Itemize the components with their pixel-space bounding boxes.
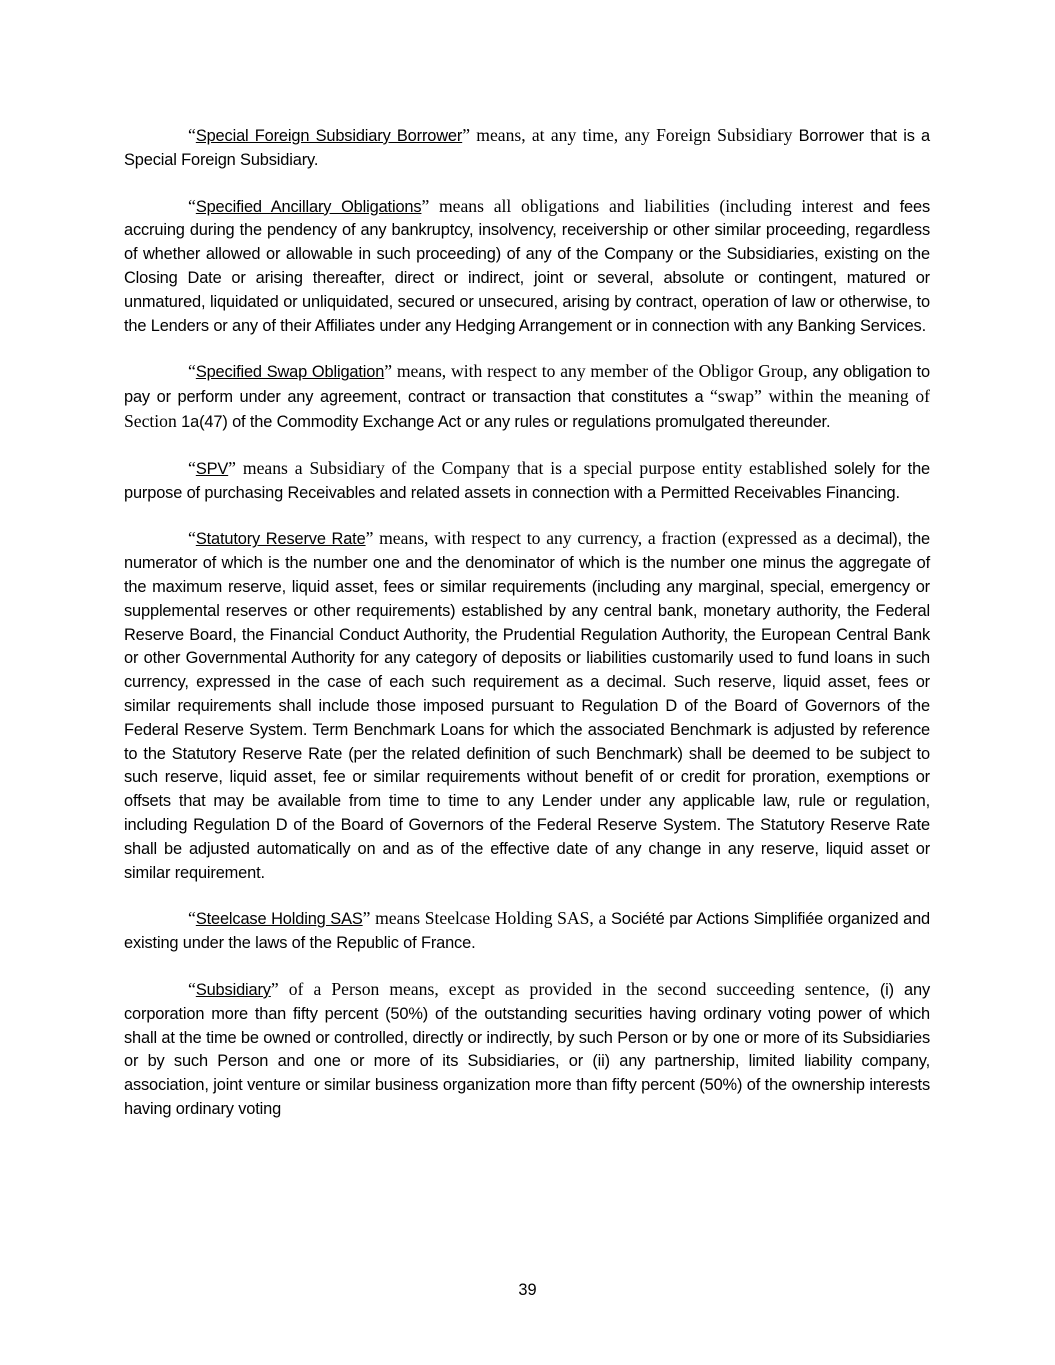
close-quote: ” (384, 361, 393, 382)
definition-body: and fees accruing during the pendency of any bankruptcy, insolvency, receivership or other similar proceeding, regardless of whether allowed or allowable in such proceeding) of any of the Company or the Subsidiaries, existing on the Closing Date or arising thereafter, direct or indirect, joint or several, absolute or contingent, matured or unmatured, liquidated or unliquidated, secured or unsecured, arising by contract, operation of law or otherwise, to the Lenders or any of their Affiliates under any Hedging Arrangement or in connection with any Banking Services. (124, 197, 930, 335)
close-quote: ” (270, 978, 279, 999)
definition-body-tail: 1a(47) of the Commodity Exchange Act or any rules or regulations promulgated thereunder. (176, 412, 831, 431)
defined-term: Steelcase Holding SAS (195, 910, 363, 929)
definition-body: decimal), the numerator of which is the number one and the denominator of which is the number one minus the aggregate of the maximum reserve, liquid asset, fees or similar requirements (including any marginal, special, emergency or supplemental reserves or other requirements) established by any central bank, monetary authority, the Federal Reserve Board, the Financial Conduct Authority, the Prudential Regulation Authority, the European Central Bank or other Governmental Authority for any category of deposits or liabilities customarily used to fund loans in such currency, expressed in the case of each such requirement as a decimal. Such reserve, liquid asset, fees or similar requirements shall include those imposed pursuant to Regulation D of the Board of Governors of the Federal Reserve System. Term Benchmark Loans for which the associated Benchmark is adjusted by reference to the Statutory Reserve Rate (per the related definition of such Benchmark) shall be deemed to be subject to such reserve, liquid asset, fee or similar requirements without benefit of or credit for proration, exemptions or offsets that may be available from time to time to any Lender under any applicable law, rule or regulation, including Regulation D of the Board of Governors of the Federal Reserve System. The Statutory Reserve Rate shall be adjusted automatically on and as of the effective date of any change in any reserve, liquid asset or similar requirement. (124, 530, 930, 882)
definition-body-serif: “swap” within the meaning of Section (124, 386, 930, 431)
open-quote: “ (188, 195, 196, 216)
definition-steelcase-holding-sas (124, 907, 930, 956)
definition-body: Borrower that is a Special Foreign Subsidiary. (124, 127, 930, 169)
definition-lead: means, with respect to any member of the Obligor Group, (392, 361, 808, 382)
document-page (124, 124, 930, 1144)
definition-lead: means all obligations and liabilities (including interest (429, 195, 854, 216)
definition-subsidiary (124, 978, 930, 1122)
defined-term: SPV (195, 459, 229, 478)
definition-special-foreign-subsidiary-borrower (124, 124, 930, 173)
close-quote: ” (228, 457, 236, 478)
definition-specified-ancillary-obligations (124, 195, 930, 339)
open-quote: “ (188, 908, 196, 929)
definition-body: any obligation to pay or perform under any agreement, contract or transaction that constitutes a (124, 363, 931, 407)
open-quote: “ (188, 457, 196, 478)
definition-lead: means, with respect to any currency, a fraction (expressed as a (373, 528, 832, 549)
defined-term: Specified Swap Obligation (195, 363, 385, 382)
open-quote: “ (188, 125, 196, 145)
close-quote: ” (362, 908, 371, 929)
definition-lead: of a Person means, except as provided in the second succeeding sentence, (278, 978, 870, 999)
definition-specified-swap-obligation (124, 360, 930, 434)
definition-spv (124, 457, 930, 506)
defined-term: Statutory Reserve Rate (195, 530, 366, 549)
definition-lead: means a Subsidiary of the Company that is a special purpose entity established (235, 457, 828, 478)
close-quote: ” (421, 195, 430, 216)
definition-lead: means Steelcase Holding SAS, a (370, 908, 607, 929)
open-quote: “ (188, 978, 196, 999)
definition-lead: means, at any time, any Foreign Subsidiary (470, 125, 793, 145)
defined-term: Specified Ancillary Obligations (195, 197, 422, 216)
open-quote: “ (188, 528, 196, 549)
open-quote: “ (188, 361, 196, 382)
defined-term: Special Foreign Subsidiary Borrower (195, 127, 463, 145)
close-quote: ” (462, 125, 470, 145)
definition-body: solely for the purpose of purchasing Receivables and related assets in connection with a Permitted Receivables Financing. (124, 459, 931, 502)
close-quote: ” (365, 528, 374, 549)
definition-statutory-reserve-rate (124, 527, 930, 885)
definition-body: Société par Actions Simplifiée organized and existing under the laws of the Republic of France. (124, 910, 930, 953)
definition-body: (i) any corporation more than fifty percent (50%) of the outstanding securities having ordinary voting power of which shall at the time be owned or controlled, directly or indirectly, by such Person or by one or more of its Subsidiaries or by such Person and one or more of its Subsidiaries, or (ii) any partnership, limited liability company, association, joint venture or similar business organization more than fifty percent (50%) of the ownership interests having ordinary voting (124, 980, 930, 1118)
page-number: 39 (518, 1281, 537, 1299)
defined-term: Subsidiary (195, 980, 271, 999)
